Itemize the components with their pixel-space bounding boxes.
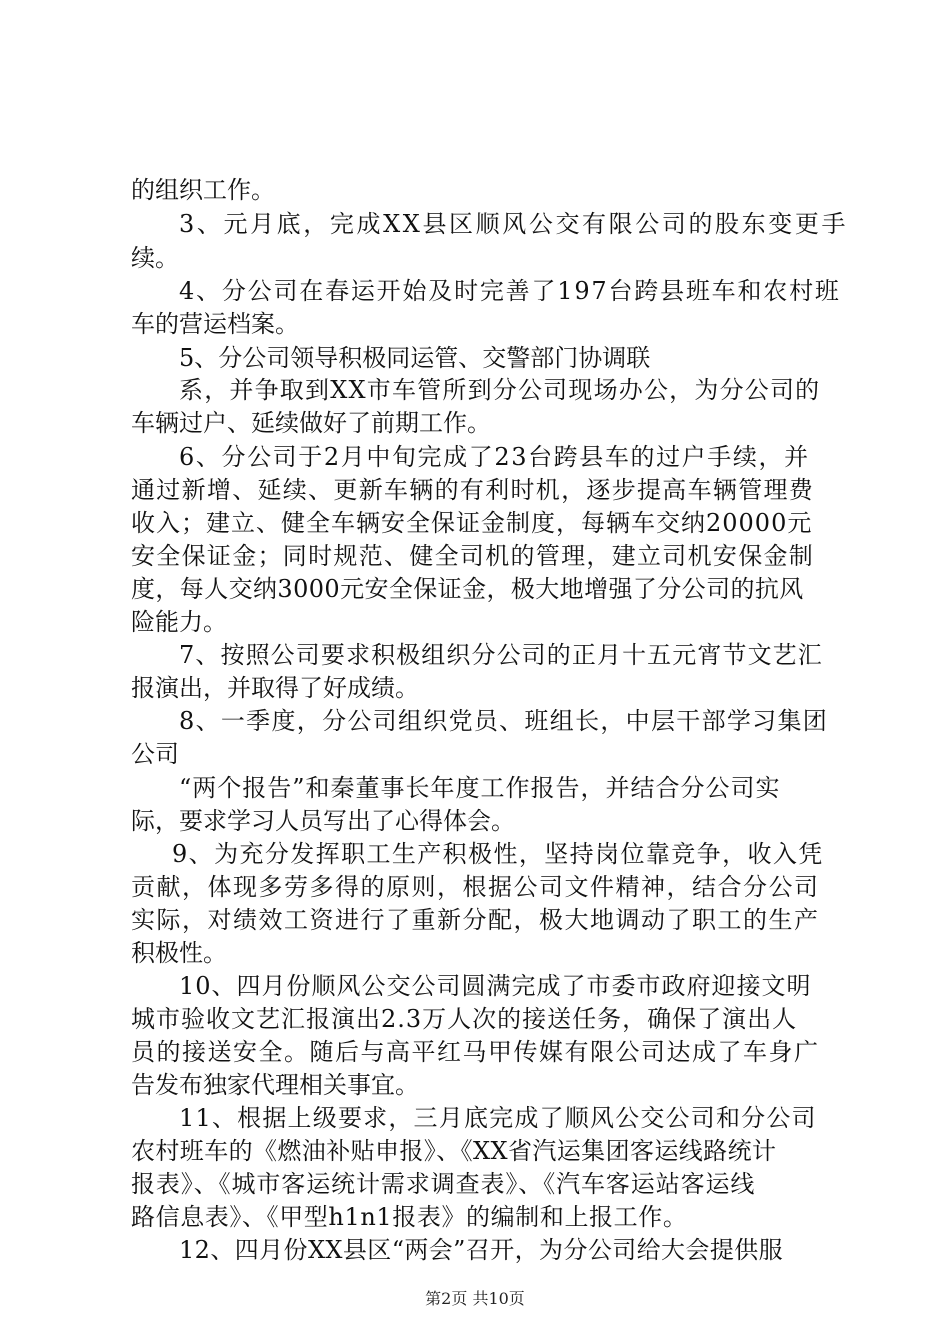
text-line: 际，要求学习人员写出了心得体会。 (131, 807, 515, 835)
text-line: “两个报告”和秦董事长年度工作报告，并结合分公司实 (179, 774, 781, 802)
text-line: 告发布独家代理相关事宜。 (131, 1071, 419, 1099)
text-line: 6、分公司于2月中旬完成了23台跨县车的过户手续，并 (179, 443, 810, 471)
text-line: 车的营运档案。 (131, 310, 299, 338)
text-line: 险能力。 (131, 608, 227, 636)
text-line: 实际，对绩效工资进行了重新分配，极大地调动了职工的生产 (131, 906, 820, 934)
text-line: 11、根据上级要求，三月底完成了顺风公交公司和分公司 (179, 1104, 817, 1132)
text-line: 度，每人交纳3000元安全保证金，极大地增强了分公司的抗风 (131, 575, 804, 603)
text-line: 4、分公司在春运开始及时完善了197台跨县班车和农村班 (179, 277, 841, 305)
text-line: 续。 (131, 244, 179, 272)
text-line: 5、分公司领导积极同运管、交警部门协调联 (179, 344, 651, 372)
text-line: 公司 (131, 740, 179, 768)
text-line: 8、一季度，分公司组织党员、班组长，中层干部学习集团 (179, 707, 829, 735)
text-line: 12、四月份XX县区“两会”召开，为分公司给大会提供服 (179, 1236, 784, 1264)
text-line: 10、四月份顺风公交公司圆满完成了市委市政府迎接文明 (179, 972, 812, 1000)
text-line: 9、为充分发挥职工生产积极性，坚持岗位靠竞争，收入凭 (172, 840, 824, 868)
text-line: 车辆过户、延续做好了前期工作。 (131, 409, 491, 437)
text-line: 系，并争取到XX市车管所到分公司现场办公，为分公司的 (179, 376, 821, 404)
page-number-footer: 第2页 共10页 (425, 1289, 525, 1308)
text-line: 收入；建立、健全车辆安全保证金制度，每辆车交纳20000元 (131, 509, 813, 537)
text-line: 的组织工作。 (131, 176, 275, 204)
text-line: 员的接送安全。随后与高平红马甲传媒有限公司达成了车身广 (131, 1038, 820, 1066)
text-line: 农村班车的《燃油补贴申报》、《XX省汽运集团客运线路统计 (131, 1137, 777, 1165)
text-line: 3、元月底，完成XX县区顺风公交有限公司的股东变更手 (179, 210, 849, 238)
text-line: 7、按照公司要求积极组织分公司的正月十五元宵节文艺汇 (179, 641, 823, 669)
text-line: 路信息表》、《甲型h1n1报表》的编制和上报工作。 (131, 1203, 688, 1231)
text-line: 安全保证金；同时规范、健全司机的管理，建立司机安保金制 (131, 542, 815, 570)
text-line: 报表》、《城市客运统计需求调查表》、《汽车客运站客运线 (131, 1170, 756, 1198)
text-line: 通过新增、延续、更新车辆的有利时机，逐步提高车辆管理费 (131, 476, 815, 504)
text-line: 城市验收文艺汇报演出2.3万人次的接送任务，确保了演出人 (131, 1005, 798, 1033)
text-line: 积极性。 (131, 939, 227, 967)
text-line: 贡献，体现多劳多得的原则，根据公司文件精神，结合分公司 (131, 873, 820, 901)
text-line: 报演出，并取得了好成绩。 (131, 674, 419, 702)
